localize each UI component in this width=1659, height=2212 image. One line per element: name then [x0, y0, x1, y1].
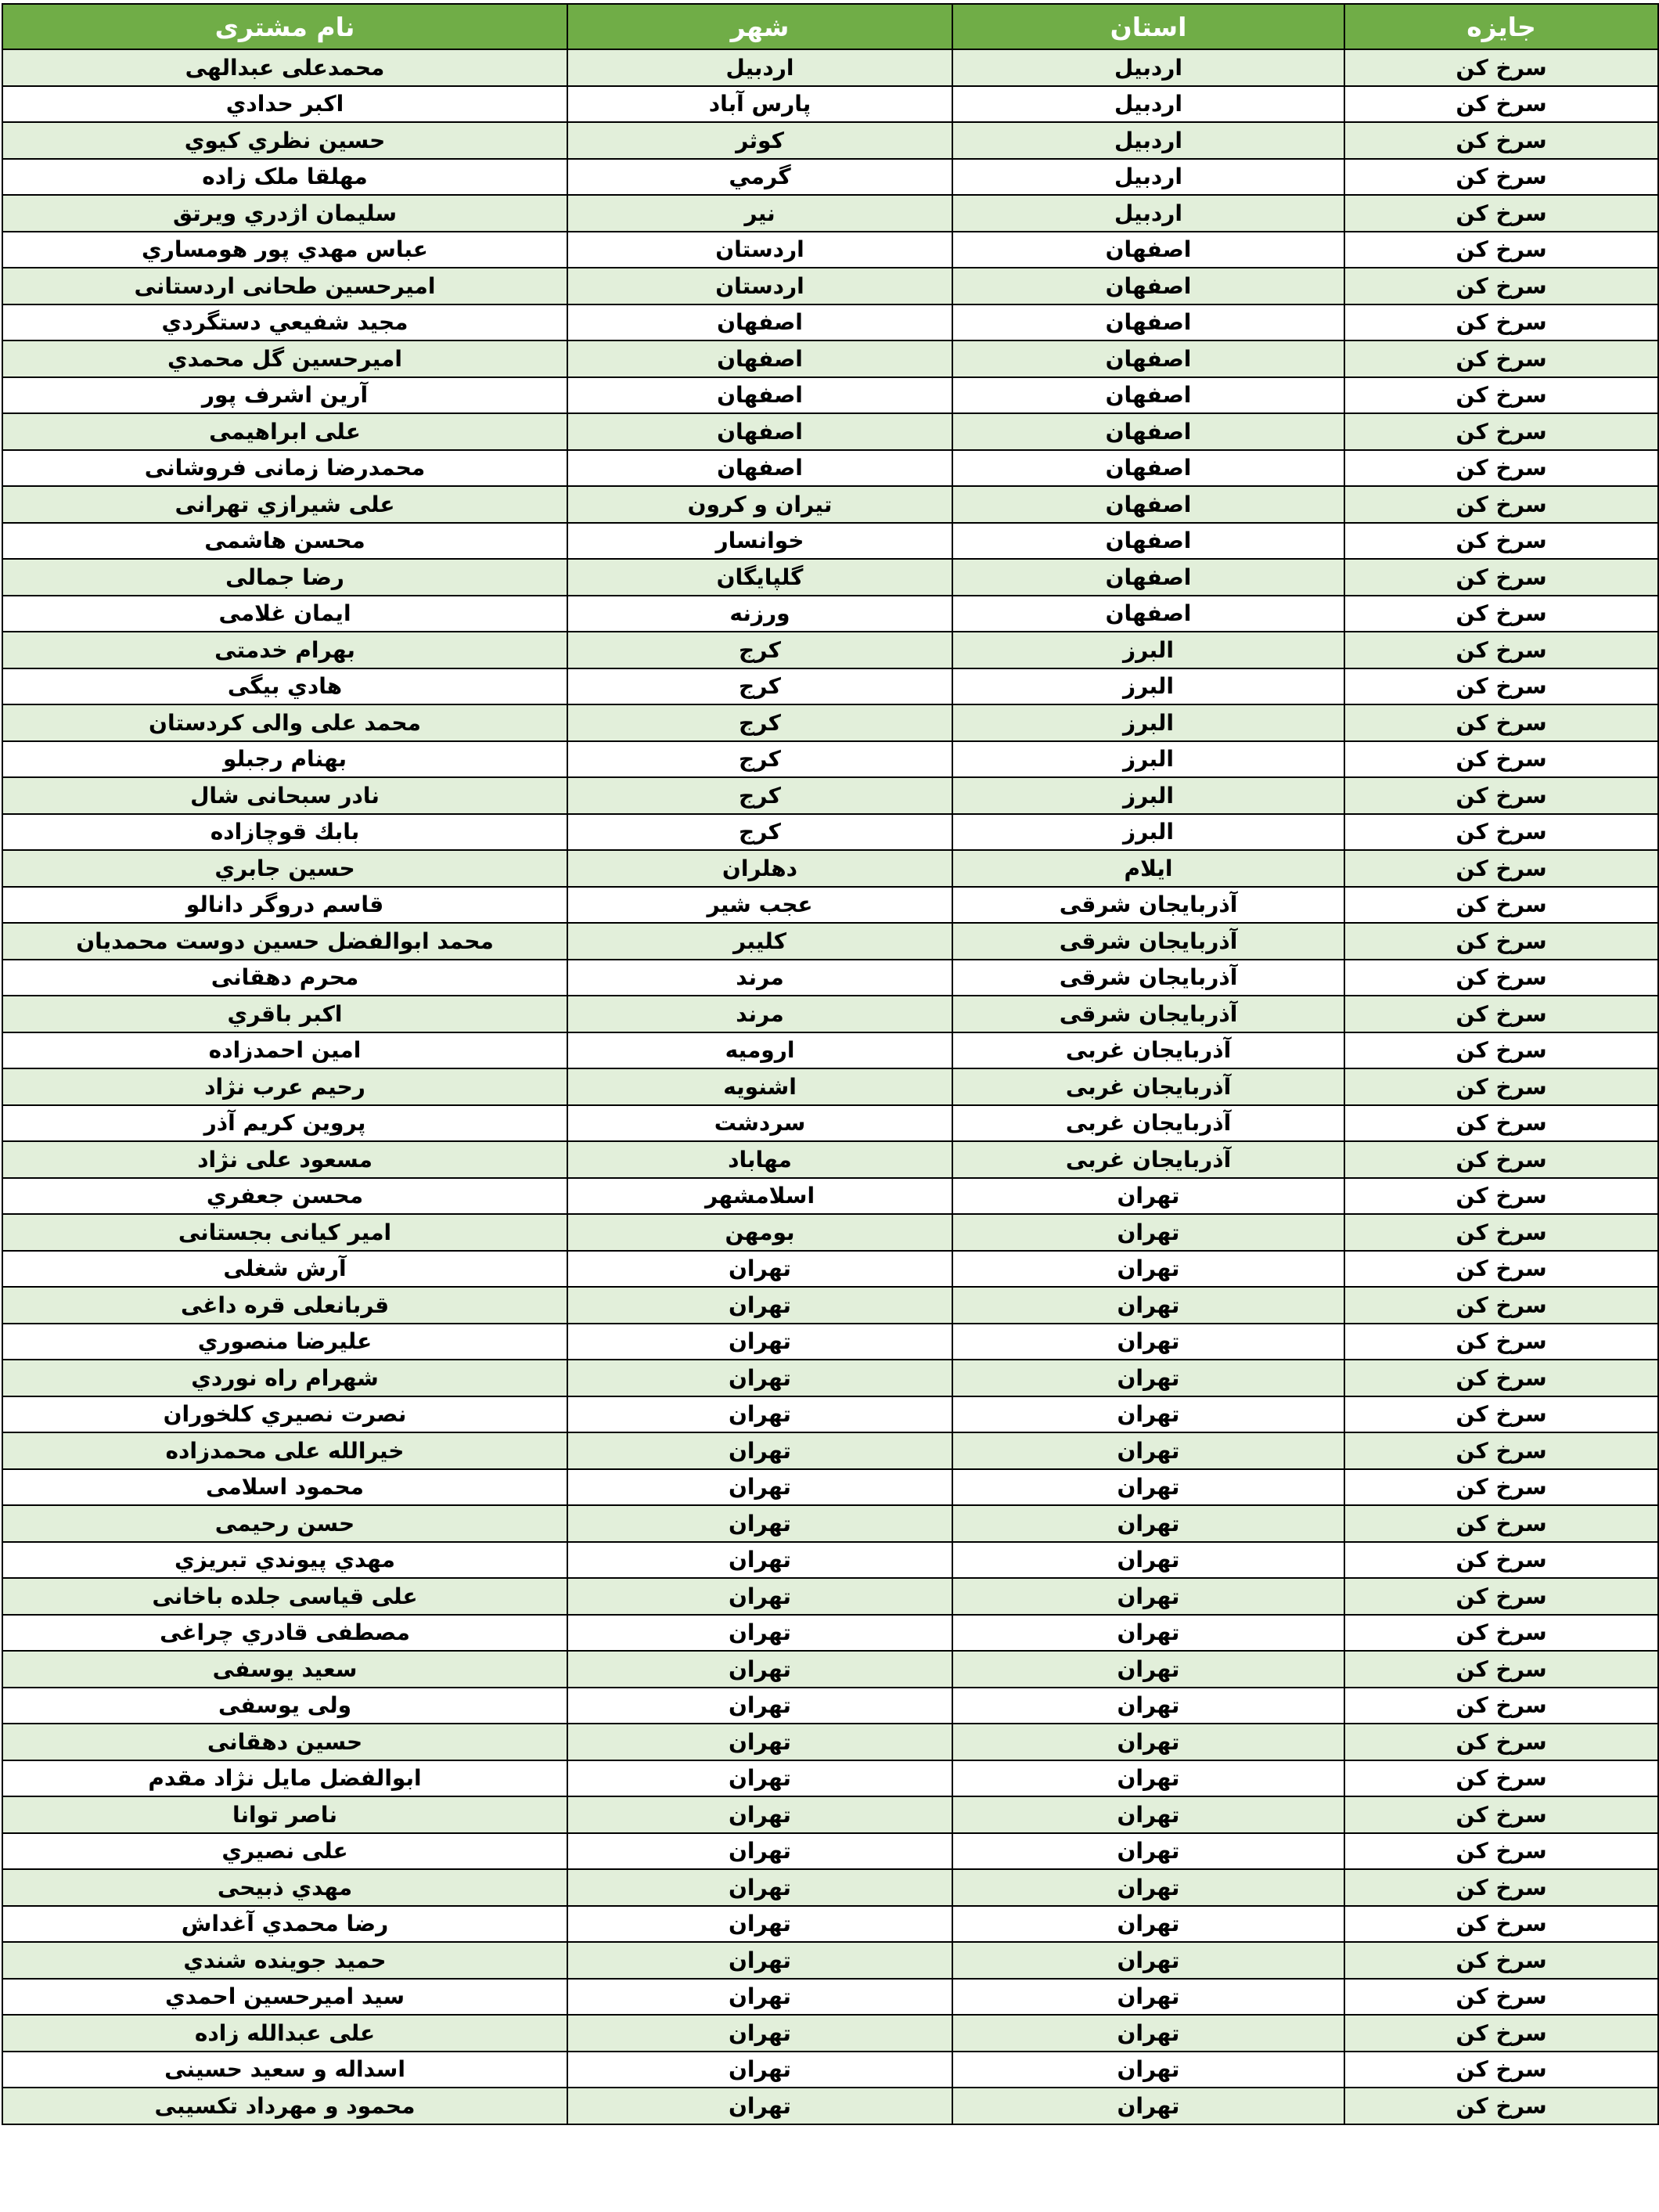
province-cell: اصفهان [952, 232, 1344, 268]
city-cell: تهران [567, 1869, 952, 1906]
table-row [2, 1542, 1658, 1579]
prize-cell: سرخ کن [1344, 2015, 1658, 2052]
table-row [2, 704, 1658, 741]
customer-name-cell: عليرضا منصوري [2, 1324, 567, 1360]
table-row [2, 777, 1658, 814]
prize-cell: سرخ کن [1344, 2052, 1658, 2088]
city-cell: اصفهان [567, 340, 952, 377]
table-row [2, 1796, 1658, 1833]
prize-cell: سرخ کن [1344, 1469, 1658, 1506]
prize-cell: سرخ کن [1344, 2088, 1658, 2124]
table-row [2, 1360, 1658, 1396]
city-cell: كليبر [567, 923, 952, 960]
city-cell: كرج [567, 741, 952, 778]
prize-cell: سرخ کن [1344, 850, 1658, 887]
province-cell: اردبيل [952, 86, 1344, 123]
province-cell: تهران [952, 1505, 1344, 1542]
prize-cell: سرخ کن [1344, 1068, 1658, 1105]
city-cell: اصفهان [567, 377, 952, 414]
customer-name-cell: علی شيرازي تهرانی [2, 486, 567, 523]
prize-cell: سرخ کن [1344, 559, 1658, 596]
province-cell: تهران [952, 1724, 1344, 1760]
city-cell: تهران [567, 1324, 952, 1360]
prize-cell: سرخ کن [1344, 996, 1658, 1032]
city-cell: اروميه [567, 1032, 952, 1069]
city-cell: پارس آباد [567, 86, 952, 123]
table-row [2, 377, 1658, 414]
customer-name-cell: قاسم دروگر دانالو [2, 887, 567, 924]
customer-name-cell: امير كيانی بجستانی [2, 1214, 567, 1251]
table-row [2, 559, 1658, 596]
customer-name-cell: رحيم عرب نژاد [2, 1068, 567, 1105]
city-cell: اردستان [567, 232, 952, 268]
prize-cell: سرخ کن [1344, 1105, 1658, 1142]
province-cell: تهران [952, 1432, 1344, 1469]
customer-name-cell: اکبر حدادي [2, 86, 567, 123]
customer-name-cell: ابوالفضل مايل نژاد مقدم [2, 1760, 567, 1797]
customer-name-cell: امين احمدزاده [2, 1032, 567, 1069]
city-cell: تهران [567, 1542, 952, 1579]
prize-cell: سرخ کن [1344, 340, 1658, 377]
province-cell: البرز [952, 704, 1344, 741]
prize-cell: سرخ کن [1344, 1833, 1658, 1870]
prize-cell: سرخ کن [1344, 49, 1658, 86]
table-row [2, 1724, 1658, 1760]
prize-cell: سرخ کن [1344, 1979, 1658, 2016]
customer-name-cell: مجيد شفيعي دستگردي [2, 304, 567, 341]
prize-cell: سرخ کن [1344, 1578, 1658, 1615]
customer-name-cell: عباس مهدي پور هومساري [2, 232, 567, 268]
prize-cell: سرخ کن [1344, 741, 1658, 778]
table-row [2, 1906, 1658, 1943]
city-cell: اشنويه [567, 1068, 952, 1105]
city-cell: دهلران [567, 850, 952, 887]
city-cell: تهران [567, 1651, 952, 1688]
table-row [2, 1214, 1658, 1251]
province-cell: تهران [952, 1906, 1344, 1943]
table-row [2, 1324, 1658, 1360]
customer-name-cell: علی ابراهيمی [2, 413, 567, 450]
province-cell: اصفهان [952, 486, 1344, 523]
customer-name-cell: پروين كريم آذر [2, 1105, 567, 1142]
city-cell: نير [567, 195, 952, 232]
city-cell: تهران [567, 1578, 952, 1615]
table-row [2, 1251, 1658, 1288]
city-cell: ورزنه [567, 596, 952, 632]
prize-cell: سرخ کن [1344, 377, 1658, 414]
city-cell: تهران [567, 1942, 952, 1979]
province-cell: اصفهان [952, 304, 1344, 341]
prize-cell: سرخ کن [1344, 268, 1658, 304]
prize-cell: سرخ کن [1344, 632, 1658, 668]
province-cell: تهران [952, 1542, 1344, 1579]
customer-name-cell: مهدي پيوندي تبريزي [2, 1542, 567, 1579]
customer-name-cell: اكبر باقري [2, 996, 567, 1032]
customer-name-cell: هادي بيگی [2, 668, 567, 705]
prize-cell: سرخ کن [1344, 1214, 1658, 1251]
province-cell: اردبيل [952, 49, 1344, 86]
customer-name-cell: بابك قوچازاده [2, 814, 567, 851]
province-cell: اصفهان [952, 413, 1344, 450]
city-cell: تهران [567, 1360, 952, 1396]
prize-cell: سرخ کن [1344, 887, 1658, 924]
table-row [2, 1141, 1658, 1178]
table-row [2, 86, 1658, 123]
table-row [2, 741, 1658, 778]
prize-cell: سرخ کن [1344, 1141, 1658, 1178]
table-row [2, 413, 1658, 450]
prize-cell: سرخ کن [1344, 596, 1658, 632]
city-cell: تهران [567, 2052, 952, 2088]
prize-cell: سرخ کن [1344, 523, 1658, 560]
customer-name-cell: محمدعلی عبدالهی [2, 49, 567, 86]
province-cell: تهران [952, 1833, 1344, 1870]
table-row [2, 923, 1658, 960]
prize-cell: سرخ کن [1344, 1360, 1658, 1396]
province-cell: تهران [952, 1615, 1344, 1652]
prize-cell: سرخ کن [1344, 1615, 1658, 1652]
customer-name-cell: اميرحسين طحانی اردستانی [2, 268, 567, 304]
customer-name-cell: ايمان غلامی [2, 596, 567, 632]
table-row [2, 268, 1658, 304]
province-cell: تهران [952, 1942, 1344, 1979]
city-cell: تهران [567, 1688, 952, 1724]
customer-name-cell: ولی يوسفی [2, 1688, 567, 1724]
customer-name-cell: نادر سبحانی شال [2, 777, 567, 814]
customer-name-cell: محمدرضا زمانی فروشانی [2, 450, 567, 487]
prize-cell: سرخ کن [1344, 1396, 1658, 1433]
customer-name-cell: آرش شغلی [2, 1251, 567, 1288]
province-cell: البرز [952, 777, 1344, 814]
city-cell: تهران [567, 1724, 952, 1760]
prize-cell: سرخ کن [1344, 232, 1658, 268]
table-row [2, 850, 1658, 887]
table-row [2, 159, 1658, 196]
customer-name-cell: علی قياسی جلده باخانی [2, 1578, 567, 1615]
table-row [2, 1032, 1658, 1069]
prize-cell: سرخ کن [1344, 1724, 1658, 1760]
city-cell: تهران [567, 1615, 952, 1652]
prize-cell: سرخ کن [1344, 923, 1658, 960]
city-cell: بومهن [567, 1214, 952, 1251]
customer-name-cell: شهرام راه نوردي [2, 1360, 567, 1396]
customer-name-cell: رضا محمدي آغداش [2, 1906, 567, 1943]
customer-name-cell: قربانعلی قره داغی [2, 1287, 567, 1324]
province-cell: ايلام [952, 850, 1344, 887]
city-cell: خوانسار [567, 523, 952, 560]
customer-name-cell: سيد اميرحسين احمدي [2, 1979, 567, 2016]
customer-name-cell: آرين اشرف پور [2, 377, 567, 414]
city-cell: تيران و كرون [567, 486, 952, 523]
prize-cell: سرخ کن [1344, 704, 1658, 741]
prize-cell: سرخ کن [1344, 1287, 1658, 1324]
customer-name-cell: مهلقا ملک زاده [2, 159, 567, 196]
customer-name-cell: محمود و مهرداد تكسيبی [2, 2088, 567, 2124]
province-cell: آذربايجان غربی [952, 1068, 1344, 1105]
customer-name-cell: محمد ابوالفضل حسين دوست محمديان [2, 923, 567, 960]
column-header-prize: جایزه [1344, 4, 1658, 49]
table-row [2, 304, 1658, 341]
province-cell: تهران [952, 1979, 1344, 2016]
city-cell: كرج [567, 632, 952, 668]
province-cell: البرز [952, 741, 1344, 778]
province-cell: تهران [952, 1324, 1344, 1360]
prize-cell: سرخ کن [1344, 86, 1658, 123]
table-row [2, 49, 1658, 86]
customer-name-cell: مهدي ذبيحی [2, 1869, 567, 1906]
province-cell: اصفهان [952, 596, 1344, 632]
prize-cell: سرخ کن [1344, 413, 1658, 450]
customer-name-cell: بهنام رجبلو [2, 741, 567, 778]
header-row [2, 4, 1658, 49]
province-cell: البرز [952, 632, 1344, 668]
prize-cell: سرخ کن [1344, 122, 1658, 159]
city-cell: تهران [567, 2015, 952, 2052]
prize-cell: سرخ کن [1344, 450, 1658, 487]
table-row [2, 1396, 1658, 1433]
city-cell: اردبيل [567, 49, 952, 86]
province-cell: تهران [952, 1251, 1344, 1288]
province-cell: آذربايجان غربی [952, 1032, 1344, 1069]
customer-name-cell: محرم دهقانی [2, 960, 567, 996]
prize-cell: سرخ کن [1344, 1432, 1658, 1469]
city-cell: اسلامشهر [567, 1178, 952, 1215]
prize-cell: سرخ کن [1344, 960, 1658, 996]
province-cell: اصفهان [952, 450, 1344, 487]
city-cell: تهران [567, 1505, 952, 1542]
province-cell: البرز [952, 668, 1344, 705]
column-header-city: شهر [567, 4, 952, 49]
customer-name-cell: ناصر توانا [2, 1796, 567, 1833]
province-cell: تهران [952, 1469, 1344, 1506]
prize-cell: سرخ کن [1344, 1688, 1658, 1724]
table-row [2, 1615, 1658, 1652]
province-cell: آذربايجان شرقی [952, 887, 1344, 924]
table-row [2, 632, 1658, 668]
city-cell: تهران [567, 1760, 952, 1797]
table-row [2, 1068, 1658, 1105]
customer-name-cell: علی عبدالله زاده [2, 2015, 567, 2052]
city-cell: اصفهان [567, 450, 952, 487]
customer-name-cell: علی نصيري [2, 1833, 567, 1870]
customer-name-cell: اميرحسين گل محمدي [2, 340, 567, 377]
city-cell: كرج [567, 777, 952, 814]
customer-name-cell: اسداله و سعيد حسينی [2, 2052, 567, 2088]
table-row [2, 1833, 1658, 1870]
table-row [2, 1432, 1658, 1469]
city-cell: تهران [567, 2088, 952, 2124]
province-cell: اردبيل [952, 159, 1344, 196]
customer-name-cell: محسن هاشمی [2, 523, 567, 560]
prize-cell: سرخ کن [1344, 486, 1658, 523]
prize-cell: سرخ کن [1344, 1651, 1658, 1688]
city-cell: تهران [567, 1833, 952, 1870]
prize-cell: سرخ کن [1344, 1178, 1658, 1215]
prize-cell: سرخ کن [1344, 1542, 1658, 1579]
city-cell: كوثر [567, 122, 952, 159]
city-cell: گرمي [567, 159, 952, 196]
prize-cell: سرخ کن [1344, 1251, 1658, 1288]
city-cell: تهران [567, 1396, 952, 1433]
province-cell: اصفهان [952, 340, 1344, 377]
table-row [2, 1688, 1658, 1724]
prize-cell: سرخ کن [1344, 195, 1658, 232]
table-row [2, 596, 1658, 632]
table-row [2, 1505, 1658, 1542]
province-cell: تهران [952, 1869, 1344, 1906]
table-row [2, 1942, 1658, 1979]
province-cell: تهران [952, 2015, 1344, 2052]
province-cell: آذربايجان شرقی [952, 960, 1344, 996]
city-cell: اردستان [567, 268, 952, 304]
table-row [2, 996, 1658, 1032]
city-cell: تهران [567, 1251, 952, 1288]
city-cell: كرج [567, 704, 952, 741]
table-row [2, 1287, 1658, 1324]
table-row [2, 1178, 1658, 1215]
province-cell: تهران [952, 1578, 1344, 1615]
customer-name-cell: رضا جمالی [2, 559, 567, 596]
customer-name-cell: حميد جوينده شندي [2, 1942, 567, 1979]
table-row [2, 2015, 1658, 2052]
prize-cell: سرخ کن [1344, 1942, 1658, 1979]
prize-cell: سرخ کن [1344, 814, 1658, 851]
table-row [2, 1651, 1658, 1688]
table-row [2, 232, 1658, 268]
province-cell: تهران [952, 1214, 1344, 1251]
province-cell: آذربايجان غربی [952, 1105, 1344, 1142]
prize-cell: سرخ کن [1344, 1760, 1658, 1797]
table-row [2, 195, 1658, 232]
province-cell: اصفهان [952, 268, 1344, 304]
province-cell: تهران [952, 1287, 1344, 1324]
city-cell: گلپايگان [567, 559, 952, 596]
province-cell: اصفهان [952, 377, 1344, 414]
province-cell: تهران [952, 1688, 1344, 1724]
province-cell: تهران [952, 1760, 1344, 1797]
table-row [2, 486, 1658, 523]
column-header-customer-name: نام مشتری [2, 4, 567, 49]
prize-cell: سرخ کن [1344, 1324, 1658, 1360]
customer-name-cell: خيرالله علی محمدزاده [2, 1432, 567, 1469]
table-row [2, 1979, 1658, 2016]
table-row [2, 122, 1658, 159]
customer-name-cell: بهرام خدمتی [2, 632, 567, 668]
province-cell: آذربايجان شرقی [952, 923, 1344, 960]
province-cell: اردبيل [952, 122, 1344, 159]
province-cell: تهران [952, 2052, 1344, 2088]
city-cell: مهاباد [567, 1141, 952, 1178]
province-cell: تهران [952, 1796, 1344, 1833]
city-cell: اصفهان [567, 304, 952, 341]
city-cell: اصفهان [567, 413, 952, 450]
table-row [2, 340, 1658, 377]
table-row [2, 523, 1658, 560]
table-row [2, 1469, 1658, 1506]
table-row [2, 1869, 1658, 1906]
city-cell: تهران [567, 1469, 952, 1506]
prize-cell: سرخ کن [1344, 1906, 1658, 1943]
city-cell: تهران [567, 1796, 952, 1833]
province-cell: تهران [952, 1178, 1344, 1215]
table-row [2, 960, 1658, 996]
prize-cell: سرخ کن [1344, 1796, 1658, 1833]
prize-cell: سرخ کن [1344, 668, 1658, 705]
table-row [2, 1578, 1658, 1615]
prize-cell: سرخ کن [1344, 159, 1658, 196]
province-cell: البرز [952, 814, 1344, 851]
table-body [2, 49, 1658, 2124]
prize-cell: سرخ کن [1344, 1032, 1658, 1069]
customer-name-cell: سليمان اژدري ويرتق [2, 195, 567, 232]
province-cell: اصفهان [952, 523, 1344, 560]
table-row [2, 1760, 1658, 1797]
table-row [2, 668, 1658, 705]
customer-name-cell: مصطفی قادري چراغی [2, 1615, 567, 1652]
province-cell: تهران [952, 2088, 1344, 2124]
province-cell: تهران [952, 1651, 1344, 1688]
city-cell: كرج [567, 814, 952, 851]
province-cell: آذربايجان غربی [952, 1141, 1344, 1178]
province-cell: اصفهان [952, 559, 1344, 596]
table-row [2, 450, 1658, 487]
customer-name-cell: سعيد يوسفی [2, 1651, 567, 1688]
province-cell: تهران [952, 1360, 1344, 1396]
city-cell: مرند [567, 960, 952, 996]
table-row [2, 2088, 1658, 2124]
table-row [2, 887, 1658, 924]
winners-table [2, 3, 1659, 2125]
customer-name-cell: نصرت نصيري كلخوران [2, 1396, 567, 1433]
customer-name-cell: محسن جعفري [2, 1178, 567, 1215]
prize-cell: سرخ کن [1344, 1869, 1658, 1906]
city-cell: عجب شير [567, 887, 952, 924]
customer-name-cell: محمود اسلامی [2, 1469, 567, 1506]
customer-name-cell: حسن رحيمی [2, 1505, 567, 1542]
city-cell: تهران [567, 1979, 952, 2016]
prize-cell: سرخ کن [1344, 304, 1658, 341]
city-cell: مرند [567, 996, 952, 1032]
province-cell: تهران [952, 1396, 1344, 1433]
column-header-province: استان [952, 4, 1344, 49]
prize-cell: سرخ کن [1344, 1505, 1658, 1542]
prize-cell: سرخ کن [1344, 777, 1658, 814]
table-row [2, 1105, 1658, 1142]
city-cell: تهران [567, 1432, 952, 1469]
city-cell: تهران [567, 1906, 952, 1943]
table-row [2, 2052, 1658, 2088]
city-cell: سردشت [567, 1105, 952, 1142]
customer-name-cell: حسين جابري [2, 850, 567, 887]
province-cell: آذربايجان شرقی [952, 996, 1344, 1032]
table-row [2, 814, 1658, 851]
customer-name-cell: محمد علی والی كردستان [2, 704, 567, 741]
city-cell: تهران [567, 1287, 952, 1324]
city-cell: كرج [567, 668, 952, 705]
customer-name-cell: حسين نظري كيوي [2, 122, 567, 159]
customer-name-cell: حسين دهقانی [2, 1724, 567, 1760]
customer-name-cell: مسعود علی نژاد [2, 1141, 567, 1178]
province-cell: اردبيل [952, 195, 1344, 232]
